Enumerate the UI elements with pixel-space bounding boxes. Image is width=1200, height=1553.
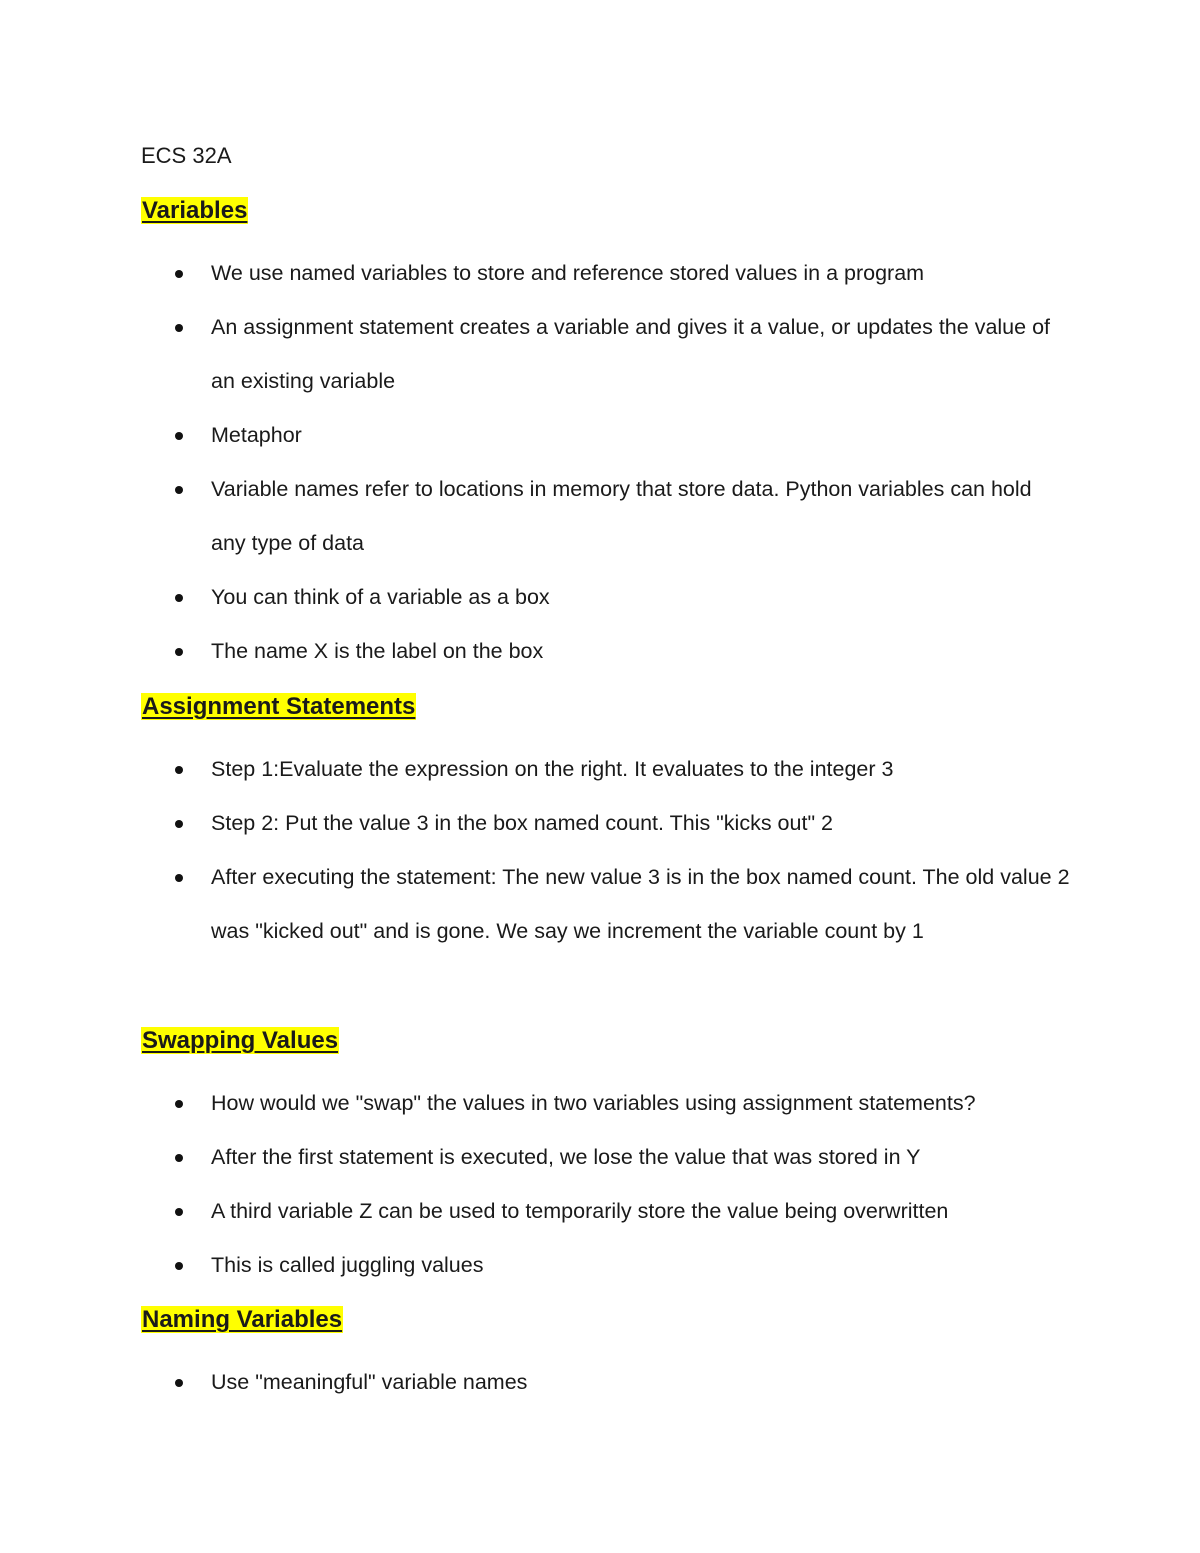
- list-item-text: A third variable Z can be used to temporarily store the value being overwritten: [211, 1199, 949, 1223]
- list-item: [0, 1130, 1071, 1184]
- bullet-icon: [175, 1379, 183, 1387]
- list-item-text: Step 1:Evaluate the expression on the right. It evaluates to the integer 3: [211, 757, 894, 781]
- bullet-list-variables: [0, 246, 1071, 678]
- bullet-icon: [175, 648, 183, 656]
- bullet-icon: [175, 432, 183, 440]
- section-heading-text: Variables: [142, 197, 248, 224]
- bullet-icon: [175, 486, 183, 494]
- bullet-list-assignment-statements: [0, 742, 1071, 958]
- bullet-list-swapping-values: [0, 1076, 1071, 1292]
- list-item-text: After the first statement is executed, we lose the value that was stored in Y: [211, 1145, 921, 1169]
- list-item-text: We use named variables to store and reference stored values in a program: [211, 261, 925, 285]
- bullet-icon: [175, 766, 183, 774]
- list-item: [0, 300, 1071, 408]
- course-title: ECS 32A: [141, 143, 232, 168]
- bullet-icon: [175, 324, 183, 332]
- list-item: [0, 1355, 1071, 1409]
- section-heading-assignment-statements: [141, 692, 416, 722]
- list-item-text: Variable names refer to locations in memory that store data. Python variables can hold any type of data: [211, 477, 1032, 555]
- section-heading-text: Swapping Values: [142, 1027, 339, 1054]
- bullet-icon: [175, 874, 183, 882]
- list-item: [0, 1076, 1071, 1130]
- list-item: [0, 742, 1071, 796]
- list-item: [0, 850, 1071, 958]
- section-heading-text: Assignment Statements: [142, 693, 416, 720]
- section-heading-variables: [141, 196, 248, 226]
- bullet-icon: [175, 594, 183, 602]
- list-item: [0, 1238, 1071, 1292]
- list-item-text: This is called juggling values: [211, 1253, 484, 1277]
- list-item-text: Metaphor: [211, 423, 302, 447]
- list-item-text: You can think of a variable as a box: [211, 585, 550, 609]
- bullet-list-naming-variables: [0, 1355, 1071, 1409]
- list-item-text: The name X is the label on the box: [211, 639, 544, 663]
- list-item: [0, 796, 1071, 850]
- list-item: [0, 570, 1071, 624]
- bullet-icon: [175, 820, 183, 828]
- list-item-text: Step 2: Put the value 3 in the box named count. This "kicks out" 2: [211, 811, 834, 835]
- section-heading-naming-variables: [141, 1305, 343, 1335]
- list-item-text: After executing the statement: The new value 3 is in the box named count. The old value 2 was "kicked out" and is gone. We say we increment the variable count by 1: [211, 865, 1070, 943]
- list-item: [0, 246, 1071, 300]
- list-item-text: Use "meaningful" variable names: [211, 1370, 528, 1394]
- list-item: [0, 1184, 1071, 1238]
- section-heading-text: Naming Variables: [142, 1306, 343, 1333]
- bullet-icon: [175, 1154, 183, 1162]
- bullet-icon: [175, 1262, 183, 1270]
- bullet-icon: [175, 270, 183, 278]
- list-item: [0, 408, 1071, 462]
- bullet-icon: [175, 1100, 183, 1108]
- list-item: [0, 624, 1071, 678]
- section-heading-swapping-values: [141, 1026, 339, 1056]
- list-item: [0, 462, 1071, 570]
- list-item-text: An assignment statement creates a variable and gives it a value, or updates the value of an existing variable: [211, 315, 1050, 393]
- list-item-text: How would we "swap" the values in two variables using assignment statements?: [211, 1091, 976, 1115]
- bullet-icon: [175, 1208, 183, 1216]
